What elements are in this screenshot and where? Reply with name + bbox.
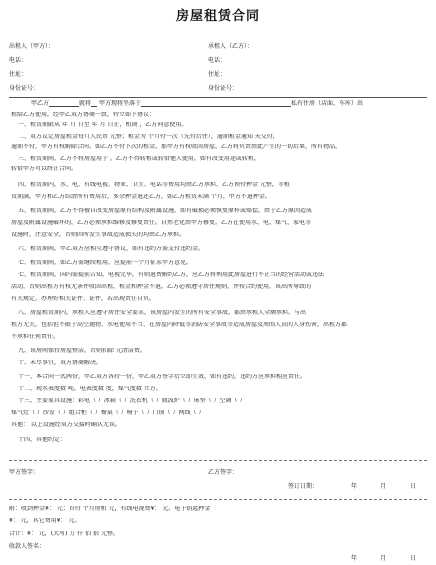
clause-7b: 七、租赁期间，国内需提前告知，电视完毕，有则退费解约乙方，应乙方将利用此房屋进行不正当的经营活动或违法 [18,272,325,278]
receipt-total: 合计：¥： 元，(大写) 万 仟 佰 拾 元整。 [9,531,119,537]
id-a-label: 身份证号： [9,85,40,92]
address-a-label: 住址： [9,71,28,78]
header-divider [9,97,427,98]
clause-13-cont-1: 煤气灶（ ）沙发（ ）组合柜（ ）餐桌（ ）椅子（ ）门锁（ ）网线（ ） [11,410,205,416]
phone-a-label: 电话： [9,57,28,64]
clause-5-cont-1: 房屋及附属设施破坏的，乙方必须承担维修及修复责任。自然老化由甲方修复。乙方在使用水、电、煤气、家电等 [11,220,312,226]
receipt-line-1: 附：收到押金¥： 元；首付 个月房租 元，有线电视费¥： 元。电子钥匙押金 [9,506,211,512]
clause-4-cont: 赁期满，甲方和乙方结清所有费用后，多余押金退还乙方，如乙方租赁未满 个月，甲方不退押金。 [11,194,271,200]
clause-8: 八、房屋租赁期内，承租人应遵守居住安全要求，该房屋内发生的所有安全事故，都由承租人全额承担。与出 [18,310,307,316]
sign-date-label: 签订日期： [288,483,319,490]
clause-12: 十二、现水表度数 吨，电表度数 度，煤气度数 立方。 [18,386,162,392]
clause-7: 七、租赁期间，如乙方需继续租用，应提前一个月征求甲方意见。 [18,260,193,266]
sign-day: 日 [410,483,417,490]
party-b-signature-label: 乙方签字： [208,469,239,476]
clause-11: 十一、本合同一式两份，甲乙双方各持一份，甲乙双方签字后立即生效，如有违约，违约方应承担相应责任。 [18,374,307,380]
clause-5-cont-2: 设施时，注意安全，否则因所发生事故造成损失的均由乙方承担。 [11,232,186,238]
clause-8-cont-1: 租方无关，包括但不限于高空抛物、水电使用不当、在房屋内降低等消防安全事故等造成房屋及周围人员的人身伤害，出租方都 [11,322,348,328]
party-b-label: 承租人（乙方）： [208,43,254,50]
clause-3: 三、租赁期间，乙方不将房屋用于 。乙方不得转租或转借他人使用，如有改变用途或转租， [18,156,260,162]
clause-6: 六、租赁期间，甲乙双方应相互遵守协议，如有违约方需支付违约金。 [18,246,205,252]
intro-line-1: 甲乙方 就将 甲方现将坐落于 私有住房（店面、车库）出 [31,100,363,107]
clause-14: 十四、其他约定： [18,437,67,443]
clause-7b-cont-2: 有关规定，办理好相关证件、证件，若出现责任自负。 [11,296,156,302]
clause-7b-cont-1: 活动，否则出租方有权无条件收回出租，租金和押金不退。乙方必须遵守居住规则，并按合约使用，该出所导致的 [11,284,312,290]
clause-10: 十、未尽事宜，双方协商解决。 [18,360,103,366]
id-b-label: 身份证号： [208,85,239,92]
sign-divider [9,460,427,461]
clause-9: 九、该房间保持房屋整洁，否则扣除 元清洁费。 [18,348,146,354]
clause-2: 二、双方议定房屋租金每月人民币 元整；租金为 个月付一次（先付后住），逾期租金通知 天交付， [18,134,279,140]
receipt-divider [9,499,427,500]
clause-13-cont-2: 其他： 以上设施经双方交接时确认无误。 [11,422,121,428]
receipt-year: 年 [351,555,358,562]
receipt-line-2: ¥： 元，其它费用¥： 元。 [9,518,81,524]
party-a-label: 出租人（甲方）： [9,43,55,50]
clause-2-cont: 逾期不付，甲方有权解除合同。如乙方不付下次的租金，那甲方有权收回房屋，乙方将负责由此产生的一切后果，所有物品。 [11,144,342,150]
clause-1: 一、租赁期限从 年 月 日至 年 月 日止，租期 ，乙方同意使用。 [18,122,188,128]
party-a-signature-label: 甲方签字： [9,469,40,476]
receipt-month: 月 [380,555,387,562]
page-title: 房屋租赁合同 [175,9,260,24]
intro-line-2: 租给乙方使用，经甲乙双方协商一致，特立如下协议： [11,112,156,118]
sign-year: 年 [351,483,358,490]
payee-signature-label: 收款人签名： [9,543,46,550]
address-b-label: 住址： [208,71,227,78]
clause-13: 十三、主要家具设施：彩电（ ）冰箱（ ）洗衣机（ ）微波炉（ ）床垫（ ）空调（ ） [18,398,246,404]
clause-8-cont-2: 不承担任何责任。 [11,334,60,340]
clause-3-cont: 转借甲方可以终止合同。 [11,166,78,172]
clause-4: 四、租赁期内，水、电、有线电视、物业、卫生、电话等费用均由乙方承担，乙方预付押金 元整，等租 [18,182,290,188]
clause-5: 五、租赁期间，乙方不得擅自改变房屋原有结构及附属设施，如有破损必须恢复原样或赔偿，由于乙方原因造成 [18,208,313,214]
receipt-day: 日 [410,555,417,562]
sign-month: 月 [380,483,387,490]
phone-b-label: 电话： [208,57,227,64]
